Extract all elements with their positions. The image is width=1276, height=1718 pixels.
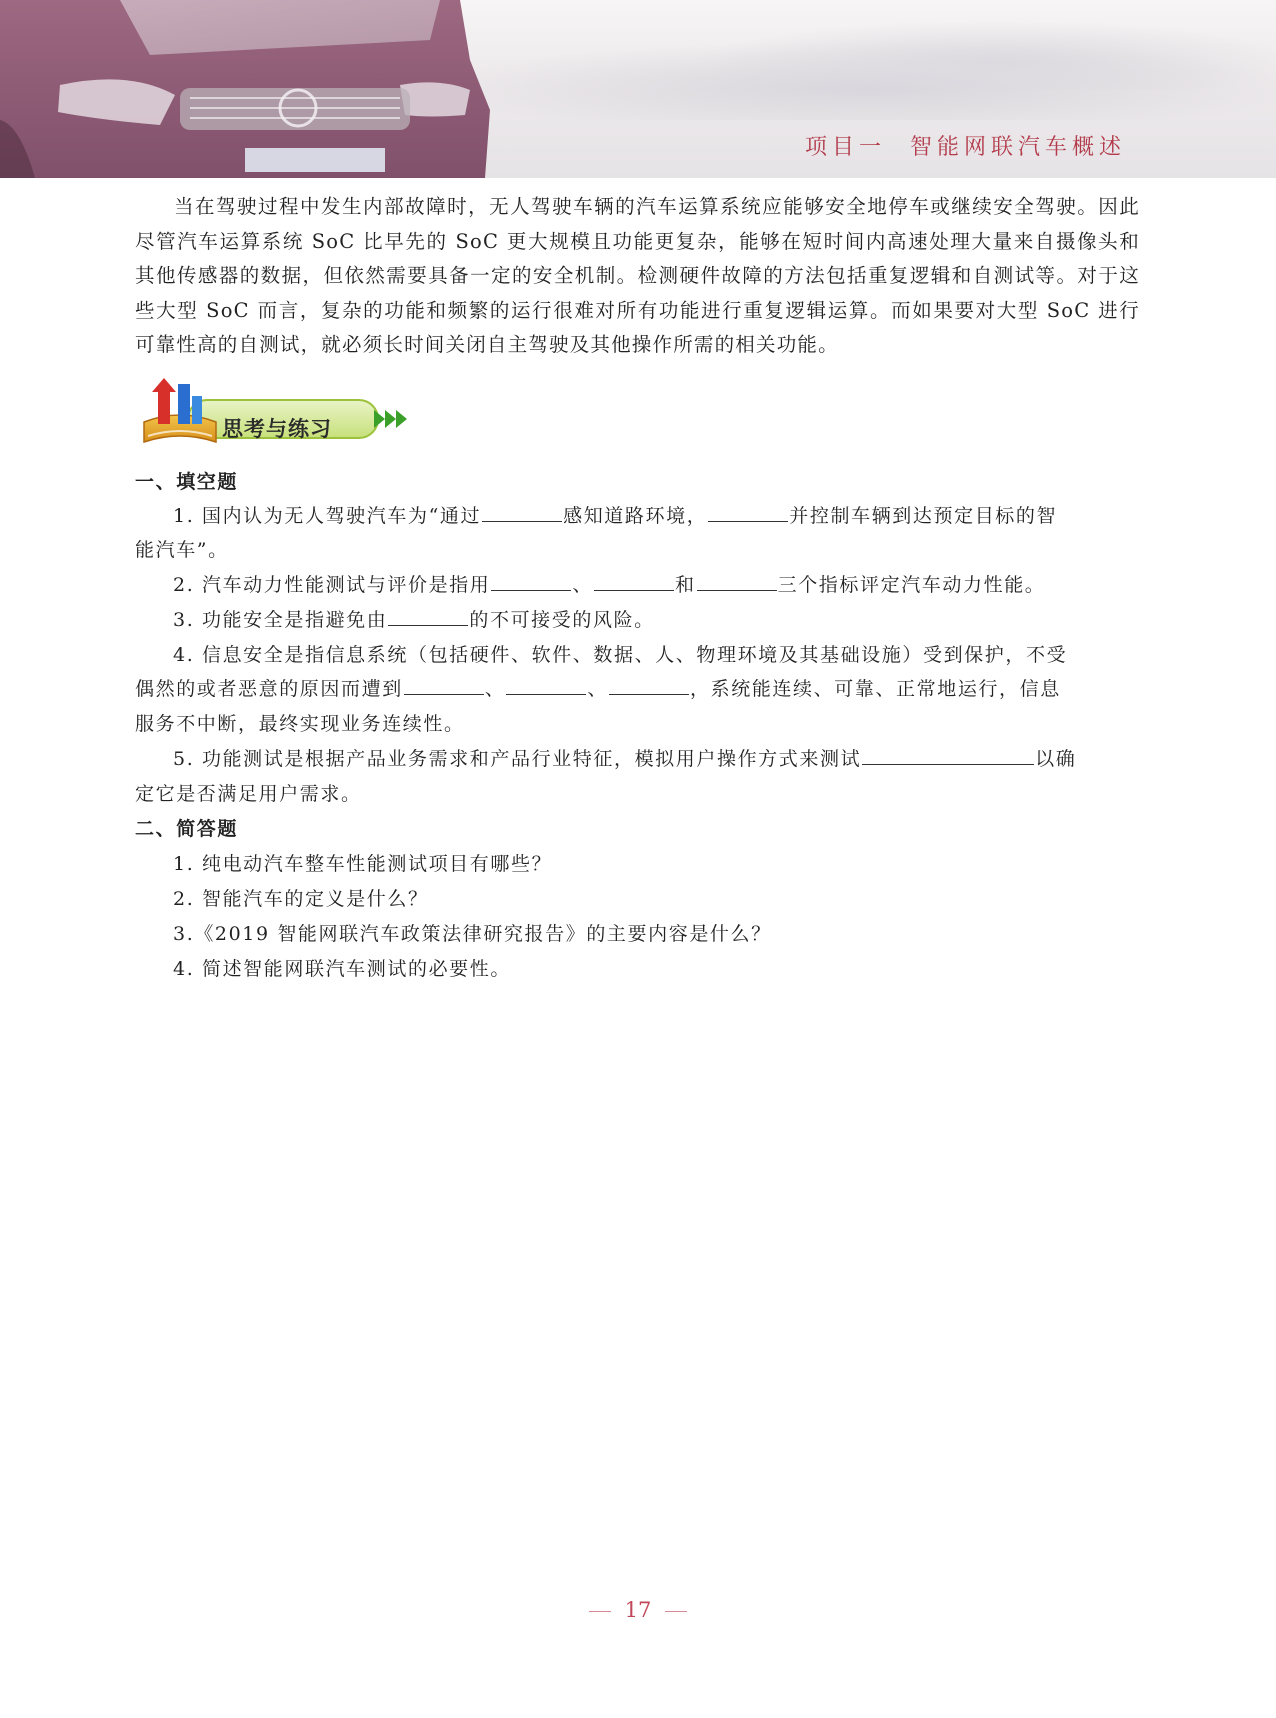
q3-text-a: 3. 功能安全是指避免由 (173, 609, 388, 631)
q4-text-d: 、 (587, 678, 609, 700)
answer-blank (482, 501, 562, 522)
page-number (0, 1598, 1276, 1622)
q2-text-a: 2. 汽车动力性能测试与评价是指用 (173, 574, 491, 596)
q4-text-c: 、 (484, 678, 506, 700)
question-5-cont: 定它是否满足用户需求。 (135, 783, 362, 805)
dash-decoration (589, 1611, 611, 1612)
q2-text-b: 、 (572, 574, 593, 596)
answer-blank (609, 674, 689, 695)
short-answer-item: 4. 简述智能网联汽车测试的必要性。 (173, 958, 511, 980)
q2-text-d: 三个指标评定汽车动力性能。 (777, 574, 1046, 596)
short-answer-item: 2. 智能汽车的定义是什么？ (173, 888, 429, 910)
q5-text-a: 5. 功能测试是根据产品业务需求和产品行业特征，模拟用户操作方式来测试 (173, 748, 862, 770)
question-1 (135, 499, 1140, 534)
short-answer-item: 3.《2019 智能网联汽车政策法律研究报告》的主要内容是什么？ (173, 923, 772, 945)
dash-decoration (665, 1611, 687, 1612)
question-1-cont: 能汽车”。 (135, 539, 229, 561)
header-title (805, 130, 1126, 161)
q1-text-a: 1. 国内认为无人驾驶汽车为“通过 (173, 505, 482, 527)
question-2 (135, 568, 1140, 603)
q2-text-c: 和 (674, 574, 696, 596)
question-4-end: 服务不中断，最终实现业务连续性。 (135, 713, 465, 735)
mist-decoration (700, 20, 1276, 90)
short-answer-item: 1. 纯电动汽车整车性能测试项目有哪些？ (173, 853, 553, 875)
answer-blank (862, 744, 1034, 765)
answer-blank (708, 501, 788, 522)
car-illustration (0, 0, 500, 178)
q1-text-b: 感知道路环境， (563, 505, 708, 527)
exercise-section-label: 思考与练习 (222, 417, 332, 441)
answer-blank (388, 605, 468, 626)
fill-blank-heading: 一、填空题 (135, 471, 239, 493)
question-4-cont (135, 672, 1140, 707)
chapter-title: 智能网联汽车概述 (909, 135, 1126, 160)
answer-blank (404, 674, 484, 695)
short-answer-heading: 二、简答题 (135, 818, 239, 840)
intro-paragraph: 当在驾驶过程中发生内部故障时，无人驾驶车辆的汽车运算系统应能够安全地停车或继续安全驾驶。因此尽管汽车运算系统 SoC 比早先的 SoC 更大规模且功能更复杂，能够在短时间内高速处理大量来自摄像头和其他传感器的数据，但依然需要具备一定的安全机制。检测硬件故障的方法包括重复逻辑和自测试等。对于这些大型 SoC 而言，复杂的功能和频繁的运行很难对所有功能进行重复逻辑运算。而如果要对大型 SoC 进行可靠性高的自测试，就必须长时间关闭自主驾驶及其他操作所需的相关功能。 (135, 195, 1140, 356)
q4-text-b: 偶然的或者恶意的原因而遭到 (135, 678, 403, 700)
answer-blank (697, 570, 777, 591)
q3-text-b: 的不可接受的风险。 (469, 609, 655, 631)
q5-text-b: 以确 (1035, 748, 1077, 770)
q4-text-e: ，系统能连续、可靠、正常地运行，信息 (690, 678, 1061, 700)
answer-blank (491, 570, 571, 591)
answer-blank (506, 674, 586, 695)
header-banner (0, 0, 1276, 178)
question-4: 4. 信息安全是指信息系统（包括硬件、软件、数据、人、物理环境及其基础设施）受到保护，不受 (173, 644, 1068, 666)
question-5 (135, 742, 1140, 777)
answer-blank (594, 570, 674, 591)
page-number-value: 17 (624, 1598, 652, 1622)
question-3 (135, 603, 1140, 638)
project-label: 项目一 (804, 135, 886, 160)
q1-text-c: 并控制车辆到达预定目标的智 (789, 505, 1058, 527)
